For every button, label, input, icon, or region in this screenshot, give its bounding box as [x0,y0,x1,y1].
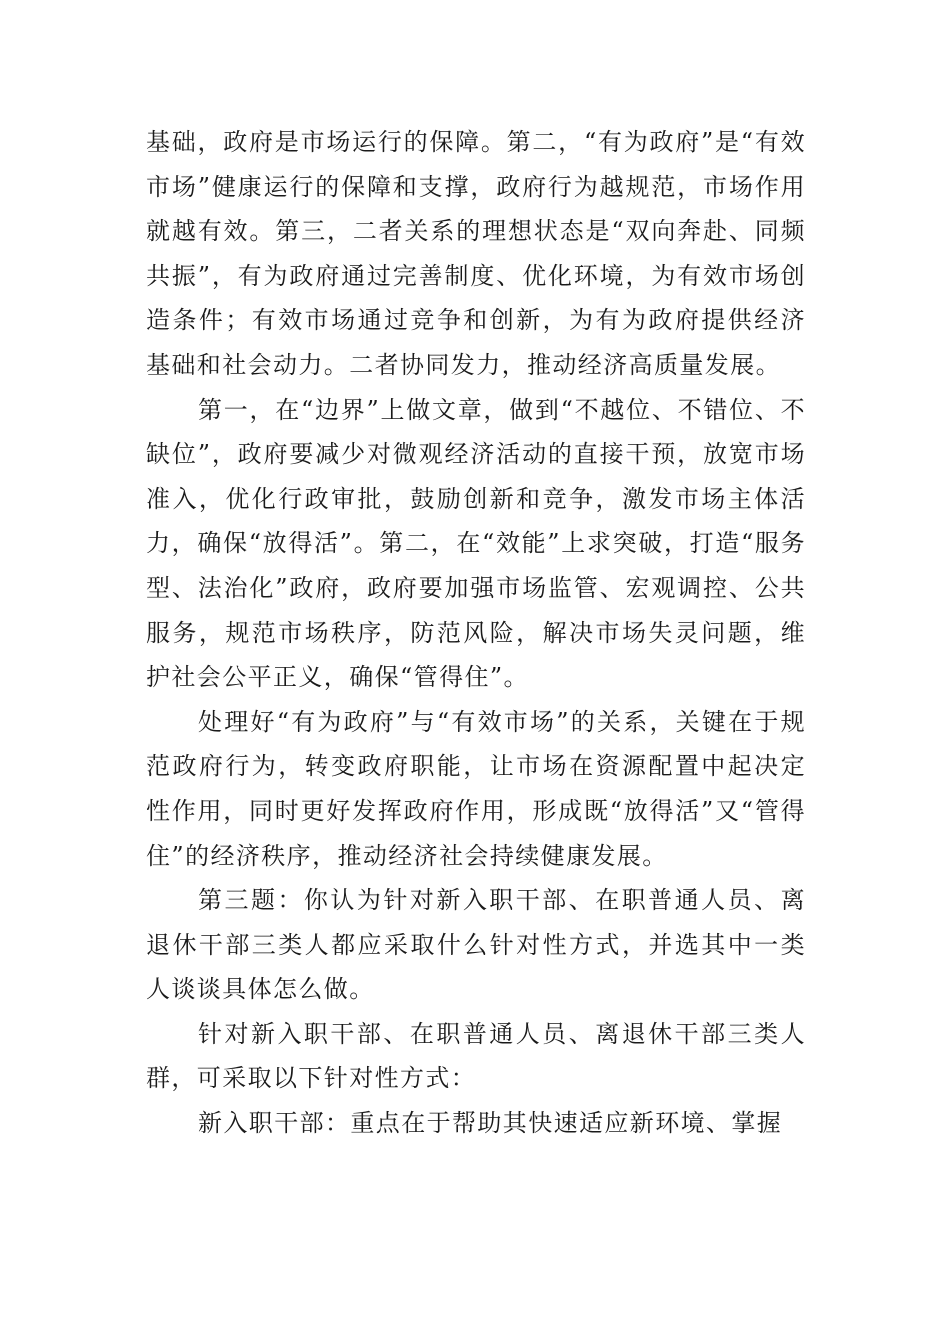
paragraph-2: 第一，在“边界”上做文章，做到“不越位、不错位、不缺位”，政府要减少对微观经济活动的直接干预，放宽市场准入，优化行政审批，鼓励创新和竞争，激发市场主体活力，确保“放得活”。第二，在“效能”上求突破，打造“服务型、法治化”政府，政府要加强市场监管、宏观调控、公共服务，规范市场秩序，防范风险，解决市场失灵问题，维护社会公平正义，确保“管得住”。 [146,395,806,692]
paragraph-6: 新入职干部：重点在于帮助其快速适应新环境、掌握 [198,1109,783,1138]
paragraph-5: 针对新入职干部、在职普通人员、离退休干部三类人群，可采取以下针对性方式： [146,1019,806,1093]
paragraph-3: 处理好“有为政府”与“有效市场”的关系，关键在于规范政府行为，转变政府职能，让市场在资源配置中起决定性作用，同时更好发挥政府作用，形成既“放得活”又“管得住”的经济秩序，推动经济社会持续健康发展。 [146,707,806,870]
question-3-paragraph: 第三题：你认为针对新入职干部、在职普通人员、离退休干部三类人都应采取什么针对性方式，并选其中一类人谈谈具体怎么做。 [146,886,806,1004]
paragraph-1: 基础，政府是市场运行的保障。第二，“有为政府”是“有效市场”健康运行的保障和支撑，政府行为越规范，市场作用就越有效。第三，二者关系的理想状态是“双向奔赴、同频共振”，有为政府通过完善制度、优化环境，为有效市场创造条件；有效市场通过竞争和创新，为有为政府提供经济基础和社会动力。二者协同发力，推动经济高质量发展。 [146,128,806,379]
document-body [146,120,806,1146]
